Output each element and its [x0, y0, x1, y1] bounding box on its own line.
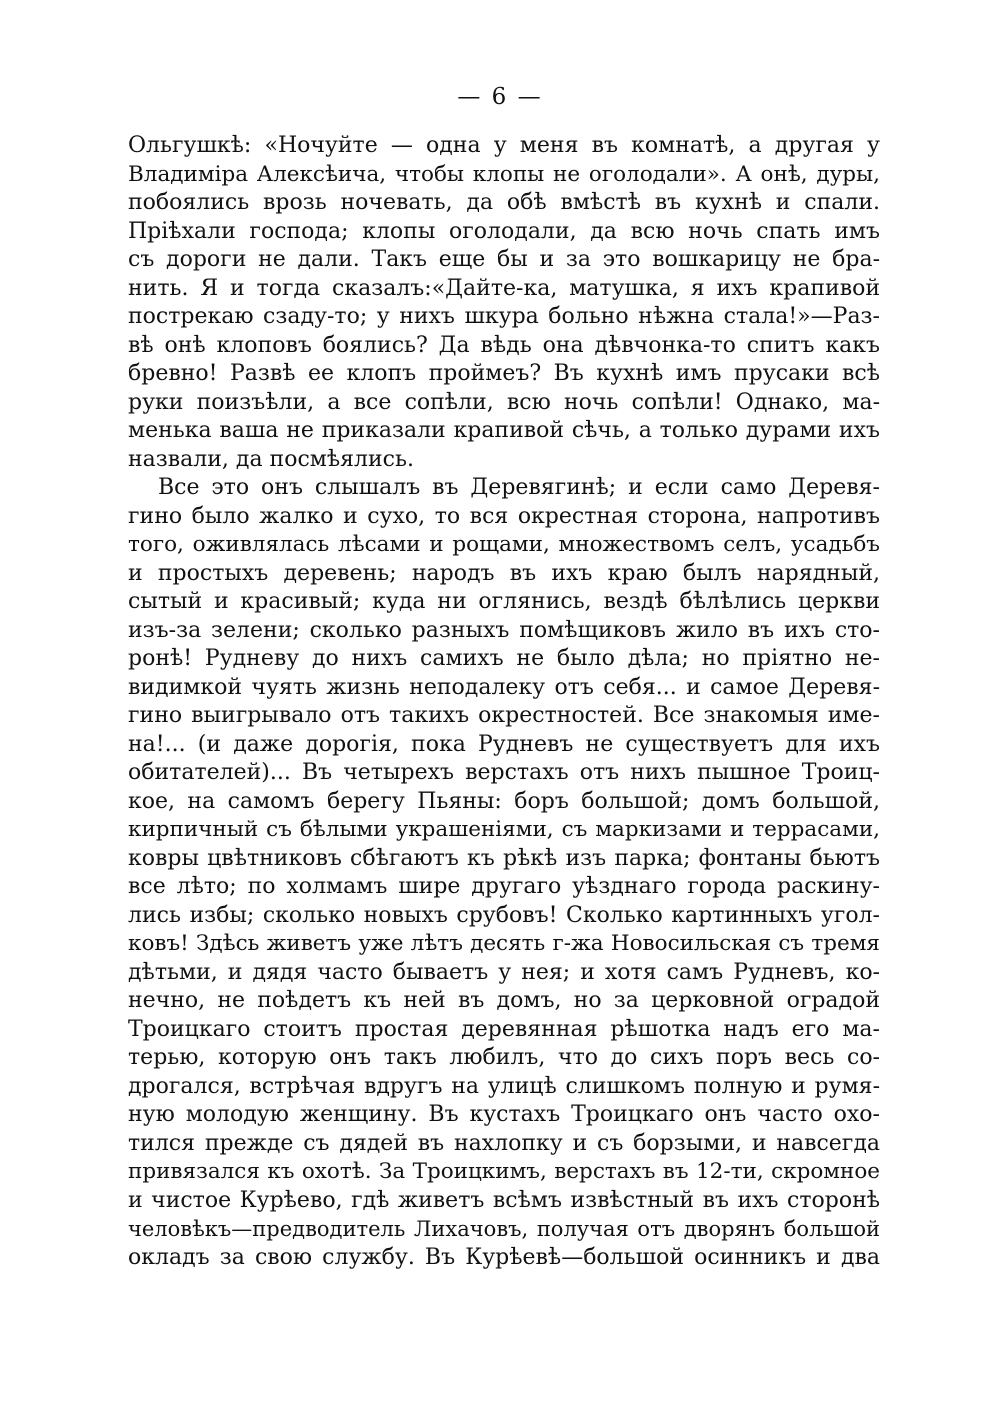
text-line: окладъ за свою службу. Въ Курѣевѣ—большой осинникъ и два [128, 1244, 880, 1270]
text-line: все лѣто; по холмамъ шире другаго уѣзднаго города раскину- [128, 874, 880, 899]
text-line: руки поизъѣли, а все сопѣли, всю ночь сопѣли! Однако, ма- [128, 389, 880, 415]
text-line: и чистое Курѣево, гдѣ живетъ всѣмъ извѣстный въ ихъ сторонѣ [128, 1187, 880, 1213]
text-line: терью, которую онъ такъ любилъ, что до сихъ поръ весь со- [128, 1045, 880, 1070]
text-line: дрогался, встрѣчая вдругъ на улицѣ слишкомъ полную и румя- [128, 1073, 880, 1099]
text-line: лись избы; сколько новыхъ срубовъ! Сколько картинныхъ угол- [128, 902, 880, 928]
text-line: человѣкъ—предводитель Лихачовъ, получая отъ дворянъ большой [128, 1217, 880, 1241]
text-line: дѣтьми, и дядя часто бываетъ у нея; и хотя самъ Рудневъ, ко- [128, 959, 880, 985]
text-line: видимкой чуять жизнь неподалеку отъ себя... и самое Деревя- [128, 674, 880, 700]
text-line: ронѣ! Рудневу до нихъ самихъ не было дѣла; но пріятно не- [128, 646, 880, 671]
text-line: вѣ онѣ клоповъ боялись? Да вѣдь она дѣвчонка-то спитъ какъ [128, 332, 880, 358]
paragraph-start-line: Все это онъ слышалъ въ Деревягинѣ; и если само Деревя- [158, 475, 880, 500]
text-line: ную молодую женщину. Въ кустахъ Троицкаго онъ часто охо- [128, 1102, 880, 1127]
text-line: того, оживлялась лѣсами и рощами, множествомъ селъ, усадьбъ [128, 532, 880, 557]
text-line: гино выигрывало отъ такихъ окрестностей. Все знакомыя име- [128, 703, 880, 728]
text-line: и простыхъ деревень; народъ въ ихъ краю былъ нарядный, [128, 560, 880, 586]
text-line: Троицкаго стоитъ простая деревянная рѣшотка надъ его ма- [128, 1016, 880, 1042]
text-line: бревно! Развѣ ее клопъ проймеъ? Въ кухнѣ имъ прусаки всѣ [128, 361, 880, 386]
text-line: побоялись врозь ночевать, да обѣ вмѣстѣ въ кухнѣ и спали. [128, 190, 880, 215]
text-line: Владиміра Алексѣича, чтобы клопы не оголодали». А онѣ, дуры, [128, 161, 880, 187]
text-line: гино было жалко и сухо, то вся окрестная сторона, напротивъ [128, 503, 880, 529]
text-line: обитателей)... Въ четырехъ верстахъ отъ нихъ пышное Троиц- [128, 760, 880, 785]
text-line: тился прежде съ дядей въ нахлопку и съ борзыми, и навсегда [128, 1130, 880, 1156]
text-line: Пріѣхали господа; клопы оголодали, да всю ночь спать имъ [128, 218, 880, 244]
text-line: Ольгушкѣ: «Ночуйте — одна у меня въ комнатѣ, а другая у [128, 133, 880, 158]
paragraph-end-line: назвали, да посмѣялись. [128, 446, 414, 472]
text-line: нить. Я и тогда сказалъ:«Дайте-ка, матушка, я ихъ крапивой [128, 275, 880, 301]
text-line: пострекаю сзаду-то; у нихъ шкура больно нѣжна стала!»—Раз- [128, 304, 880, 329]
text-line: менька ваша не приказали крапивой сѣчь, а только дурами ихъ [128, 418, 880, 443]
text-line: нечно, не поѣдетъ къ ней въ домъ, но за церковной оградой [128, 988, 880, 1013]
text-line: ковъ! Здѣсь живетъ уже лѣтъ десять г-жа Новосильская съ тремя [128, 931, 880, 956]
text-line: привязался къ охотѣ. За Троицкимъ, верстахъ въ 12-ти, скромное [128, 1159, 880, 1184]
text-line: ковры цвѣтниковъ сбѣгаютъ къ рѣкѣ изъ парка; фонтаны бьютъ [128, 845, 880, 871]
page-number: — 6 — [457, 84, 543, 110]
text-line: на!... (и даже дорогія, пока Рудневъ не существуетъ для ихъ [128, 731, 880, 757]
text-line: сытый и красивый; куда ни оглянись, вездѣ бѣлѣлись церкви [128, 589, 880, 614]
text-line: кое, на самомъ берегу Пьяны: боръ большой; домъ большой, [128, 788, 880, 814]
text-line: изъ-за зелени; сколько разныхъ помѣщиковъ жило въ ихъ сто- [128, 617, 880, 643]
text-line: съ дороги не дали. Такъ еще бы и за это вошкарицу не бра- [128, 247, 880, 272]
body-text [128, 132, 880, 1272]
text-line: кирпичный съ бѣлыми украшеніями, съ маркизами и террасами, [128, 817, 880, 842]
